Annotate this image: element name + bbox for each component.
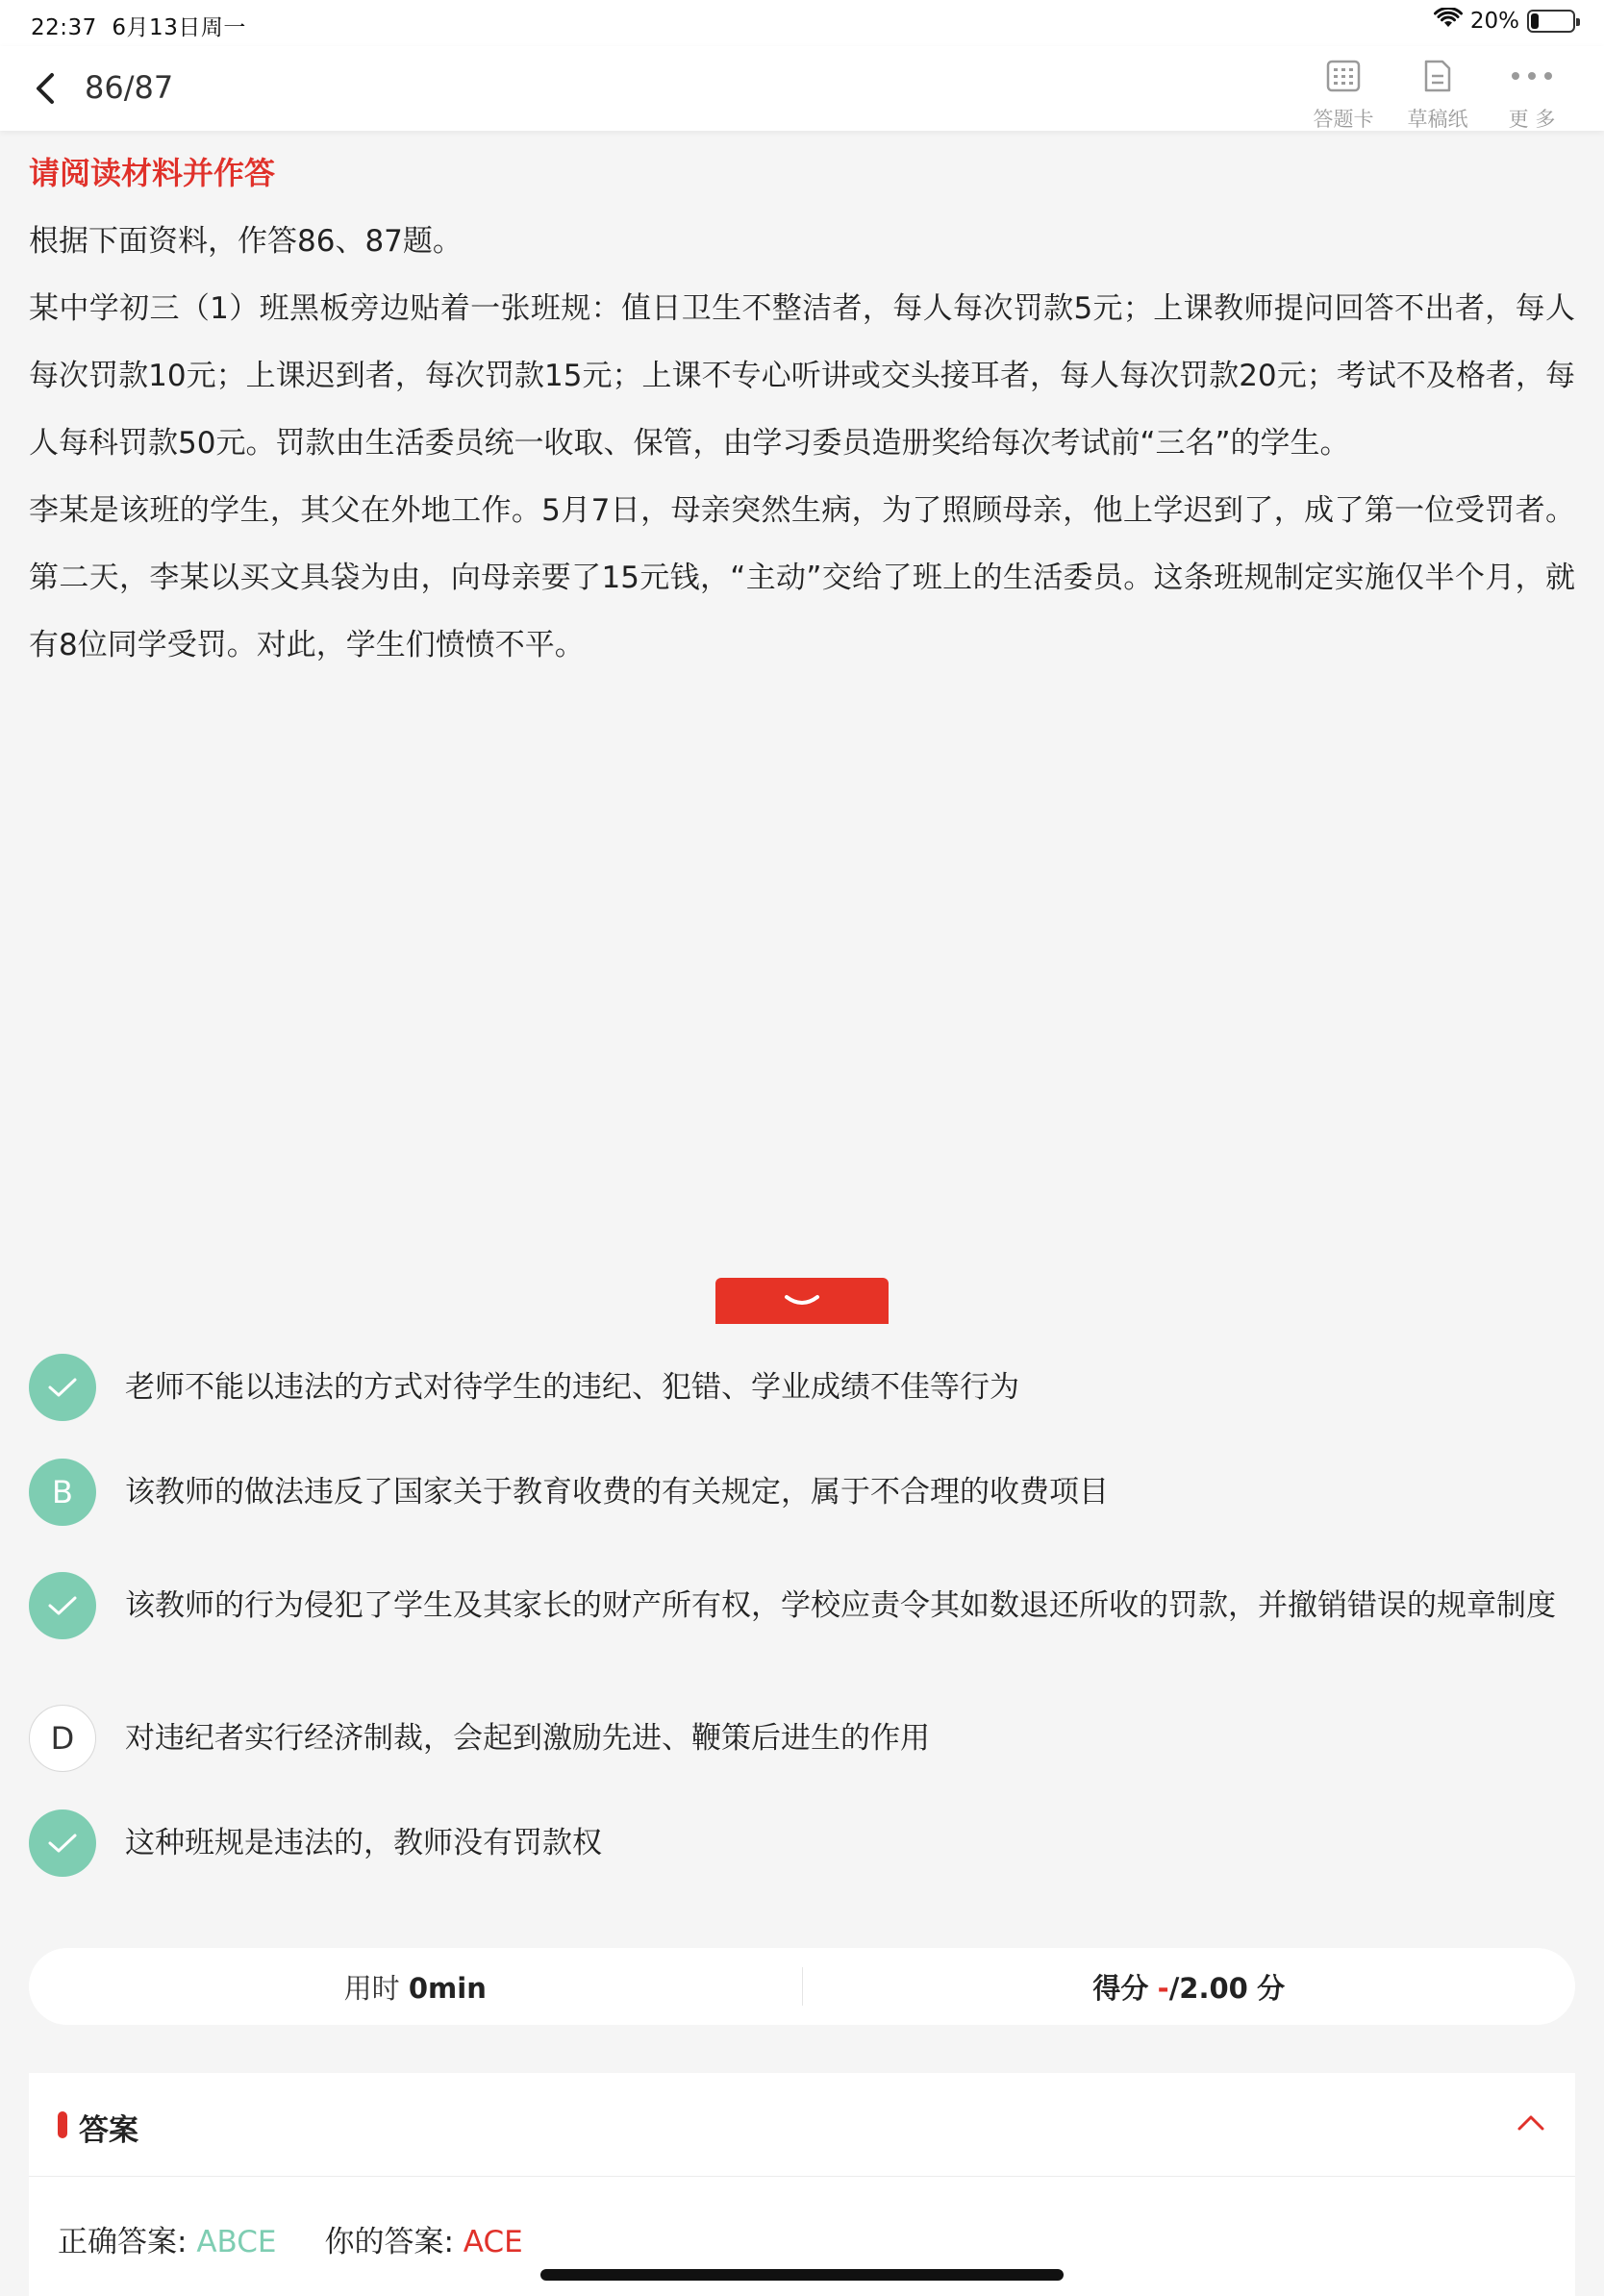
correct-answer <box>58 2217 276 2260</box>
option-letter-badge: B <box>29 1459 96 1526</box>
battery-icon <box>1527 10 1575 33</box>
home-indicator[interactable] <box>540 2269 1064 2281</box>
chevron-down-icon <box>783 1293 821 1309</box>
correct-answer-label: 正确答案: <box>58 2225 197 2259</box>
draft-paper-button[interactable] <box>1394 48 1481 133</box>
option-d[interactable] <box>29 1705 1577 1772</box>
score-label: 得分 <box>1092 1971 1149 2005</box>
more-button[interactable] <box>1489 48 1575 133</box>
time-value: 0min <box>408 1971 487 2005</box>
option-c[interactable] <box>29 1553 1577 1659</box>
answer-title: 答案 <box>79 2113 138 2148</box>
more-label: 更 多 <box>1508 108 1556 131</box>
status-right <box>1434 8 1575 35</box>
your-answer <box>324 2217 522 2260</box>
material-paragraph-2: 李某是该班的学生，其父在外地工作。5月7日，母亲突然生病，为了照顾母亲，他上学迟到了，成了第一位受罚者。第二天，李某以买文具袋为由，向母亲要了15元钱，“主动”交给了班上的生活委员。这条班规制定实施仅半个月，就有8位同学受罚。对此，学生们愤愤不平。 <box>29 493 1575 662</box>
option-text: 该教师的做法违反了国家关于教育收费的有关规定，属于不合理的收费项目 <box>125 1475 1109 1510</box>
option-text: 这种班规是违法的，教师没有罚款权 <box>125 1826 602 1860</box>
clock-text: 22:37 <box>31 15 97 40</box>
more-dots-icon <box>1489 48 1575 104</box>
question-counter: 86/87 <box>85 69 174 106</box>
option-text: 对违纪者实行经济制裁，会起到激励先进、鞭策后进生的作用 <box>125 1721 930 1756</box>
checkmark-icon <box>29 1354 96 1421</box>
option-text: 该教师的行为侵犯了学生及其家长的财产所有权，学校应责令其如数退还所收的罚款，并撤销错误的规章制度 <box>125 1588 1556 1623</box>
answer-sheet-icon <box>1300 48 1387 104</box>
result-stats <box>29 1948 1575 2025</box>
option-text: 老师不能以违法的方式对待学生的违纪、犯错、学业成绩不佳等行为 <box>125 1370 1019 1405</box>
answer-header[interactable] <box>29 2073 1575 2177</box>
material-title: 请阅读材料并作答 <box>29 155 276 191</box>
back-button[interactable] <box>27 67 65 110</box>
score <box>803 1967 1576 2007</box>
chevron-left-icon <box>27 67 65 110</box>
answer-comparison <box>58 2217 523 2260</box>
correct-answer-value: ABCE <box>196 2225 277 2259</box>
your-answer-value: ACE <box>463 2225 523 2259</box>
draft-paper-label: 草稿纸 <box>1407 108 1468 131</box>
status-bar <box>0 0 1604 46</box>
score-total: /2.00 <box>1168 1971 1248 2005</box>
chevron-up-icon[interactable] <box>1516 2111 1546 2134</box>
option-e[interactable] <box>29 1809 1577 1877</box>
score-unit: 分 <box>1257 1971 1286 2005</box>
draft-paper-icon <box>1394 48 1481 104</box>
wifi-icon <box>1434 8 1463 35</box>
battery-percent: 20% <box>1469 9 1519 34</box>
collapse-toggle-button[interactable] <box>715 1278 889 1324</box>
score-value: - <box>1157 1971 1169 2005</box>
battery-fill <box>1531 13 1539 29</box>
section-marker <box>58 2111 67 2138</box>
checkmark-icon <box>29 1572 96 1639</box>
option-b[interactable] <box>29 1459 1577 1526</box>
time-used <box>29 1967 802 2007</box>
answer-sheet-button[interactable] <box>1300 48 1387 133</box>
time-label: 用时 <box>343 1971 400 2005</box>
checkmark-icon <box>29 1809 96 1877</box>
reading-material <box>0 131 1604 679</box>
option-letter-badge: D <box>29 1705 96 1772</box>
nav-bar <box>0 46 1604 131</box>
option-a[interactable] <box>29 1354 1577 1421</box>
your-answer-label: 你的答案: <box>324 2225 464 2259</box>
answer-card <box>29 2073 1575 2296</box>
status-time <box>31 10 246 41</box>
material-paragraph-1: 某中学初三（1）班黑板旁边贴着一张班规：值日卫生不整洁者，每人每次罚款5元；上课教师提问回答不出者，每人每次罚款10元；上课迟到者，每次罚款15元；上课不专心听讲或交头接耳者，每人每次罚款20元；考试不及格者，每人每科罚款50元。罚款由生活委员统一收取、保管，由学习委员造册奖给每次考试前“三名”的学生。 <box>29 291 1575 461</box>
answer-sheet-label: 答题卡 <box>1313 108 1374 131</box>
date-text: 6月13日周一 <box>112 15 246 40</box>
material-intro: 根据下面资料，作答86、87题。 <box>29 224 463 259</box>
